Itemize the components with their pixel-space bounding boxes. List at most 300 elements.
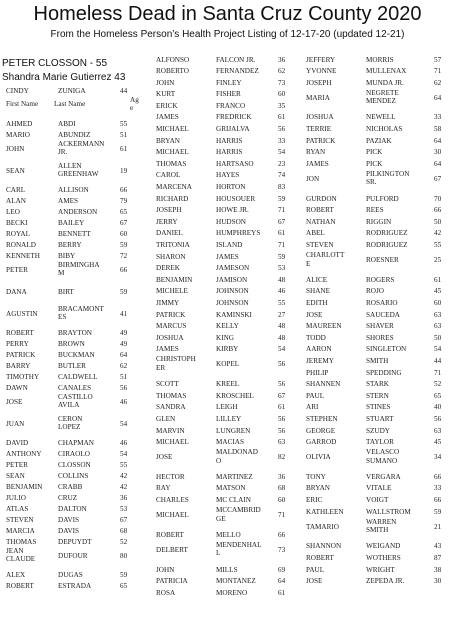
table-row [300, 54, 453, 66]
table-row [152, 170, 296, 182]
first-name-cell: ABEL [306, 229, 325, 238]
last-name-cell: VELASCO SUMANO [366, 448, 400, 465]
last-name-cell: ALLEN GREENHAW [58, 162, 99, 179]
table-row [152, 77, 296, 89]
last-name-cell: LUNGREN [216, 426, 251, 435]
table-row [2, 393, 148, 415]
table-row [2, 536, 148, 547]
table-row [300, 77, 453, 89]
table-row [152, 286, 296, 298]
age-cell: 71 [278, 206, 286, 215]
last-name-cell: MILLS [216, 565, 238, 574]
last-name-cell: ACKERMANN JR. [58, 140, 105, 157]
first-name-cell: RONALD [6, 240, 36, 249]
last-name-cell: MENDENHAL L [216, 540, 262, 558]
first-name-cell: JOSEPH [156, 206, 182, 215]
age-cell: 63 [434, 310, 442, 319]
table-row [2, 382, 148, 393]
first-name-cell: PAUL [306, 391, 325, 400]
age-cell: 64 [434, 93, 442, 102]
table-row [152, 321, 296, 333]
table-row [152, 541, 296, 564]
age-cell: 50 [434, 333, 442, 342]
age-cell: 73 [278, 78, 286, 87]
table-row [152, 448, 296, 471]
first-name-cell: TODD [306, 333, 326, 342]
table-row [2, 239, 148, 250]
first-name-cell: PATRICK [156, 310, 186, 319]
last-name-cell: MARTINEZ [216, 472, 253, 481]
last-name-cell: BAILEY [58, 218, 85, 227]
last-name-cell: BENNETT [58, 229, 91, 238]
first-name-cell: JOSEPH [306, 78, 332, 87]
last-name-cell: MALDONAD O [216, 448, 258, 465]
first-name-cell: STEPHEN [306, 414, 338, 423]
table-row [2, 580, 148, 591]
first-name-cell: JUAN [6, 420, 25, 428]
first-name-cell: BARRY [6, 361, 31, 370]
table-row [300, 367, 453, 379]
table-row [152, 564, 296, 576]
age-cell: 63 [434, 322, 442, 331]
table-row [300, 541, 453, 553]
last-name-cell: CERON LOPEZ [58, 415, 83, 432]
last-name-cell: BRAYTON [58, 328, 92, 337]
last-name-cell: MUNDA JR. [366, 78, 404, 87]
first-name-cell: ROBERT [6, 328, 34, 337]
first-name-cell: GEORGE [306, 426, 336, 435]
table-row [2, 206, 148, 217]
last-name-cell: MC CLAIN [216, 496, 251, 505]
first-name-cell: SHANNEN [306, 380, 341, 389]
table-row [2, 437, 148, 448]
last-name-cell: KAMINSKI [216, 310, 252, 319]
age-cell: 59 [278, 194, 286, 203]
age-cell: 21 [434, 522, 442, 531]
age-cell: 82 [278, 453, 286, 462]
table-row [152, 158, 296, 170]
first-name-cell: ALAN [6, 196, 26, 205]
first-name-cell: JERRY [156, 217, 178, 226]
age-cell: 44 [434, 356, 442, 365]
table-row [300, 147, 453, 159]
last-name-cell: RODRIGUEZ [366, 241, 408, 249]
last-name-cell: ROJO [366, 287, 384, 296]
first-name-cell: JEFFERY [306, 55, 336, 64]
first-name-cell: JOSE [306, 577, 323, 586]
age-cell: 60 [278, 90, 286, 99]
last-name-cell: MORRIS [366, 55, 394, 64]
last-name-cell: CHAPMAN [58, 438, 94, 447]
age-cell: 71 [434, 67, 442, 76]
first-name-cell: TRITONIA [156, 241, 190, 249]
last-name-cell: RIGGIN [366, 217, 392, 226]
names-column-1 [2, 85, 148, 591]
age-cell: 73 [278, 545, 286, 554]
age-cell: 56 [278, 125, 286, 134]
first-name-cell: PHILIP [306, 368, 329, 377]
first-name-cell: ROBERT [6, 581, 34, 590]
last-name-cell: HOWE JR. [216, 206, 249, 215]
age-cell: 59 [434, 507, 442, 516]
age-cell: 64 [120, 350, 128, 359]
last-name-cell: SZUDY [366, 426, 390, 435]
age-cell: 42 [120, 471, 128, 480]
last-name-cell: STERN [366, 391, 389, 400]
last-name-cell: WEIGAND [366, 542, 401, 551]
last-name-cell: DAVIS [58, 526, 80, 535]
last-name-cell: VERGARA [366, 472, 401, 481]
table-row [152, 495, 296, 507]
table-row [152, 413, 296, 425]
table-row [300, 553, 453, 565]
table-row [152, 332, 296, 344]
last-name-cell: PICK [366, 148, 383, 157]
age-cell: 41 [120, 310, 128, 318]
first-name-cell: CHARLES [156, 496, 189, 505]
first-name-cell: PETER [6, 460, 28, 469]
header-name-2: Shandra Marie Gutierrez 43 [2, 72, 126, 83]
first-name-cell: RAY [156, 484, 171, 493]
age-cell: 66 [434, 472, 442, 481]
age-cell: 30 [434, 577, 442, 586]
table-row [2, 371, 148, 382]
first-name-cell: STEVEN [6, 515, 34, 524]
age-cell: 64 [434, 159, 442, 168]
table-row [300, 309, 453, 321]
first-name-cell: JOHN [156, 565, 175, 574]
age-cell: 49 [120, 339, 128, 348]
table-row [152, 89, 296, 101]
age-cell: 19 [120, 167, 128, 175]
table-row [152, 112, 296, 124]
age-cell: 55 [278, 298, 286, 307]
first-name-cell: JAMES [156, 113, 179, 122]
table-row [300, 286, 453, 298]
first-name-cell: CHRISTOPH ER [156, 355, 196, 372]
table-row [300, 413, 453, 425]
age-cell: 55 [120, 119, 128, 128]
first-name-cell: ERIC [306, 496, 323, 505]
age-cell: 71 [278, 511, 286, 520]
last-name-cell: ESTRADA [58, 581, 92, 590]
table-row [152, 100, 296, 112]
age-cell: 60 [434, 298, 442, 307]
table-row [2, 261, 148, 283]
age-cell: 57 [434, 55, 442, 64]
first-name-cell: MICHAEL [156, 148, 189, 157]
first-name-cell: KATHLEEN [306, 507, 344, 516]
last-name-cell: FREDRICK [216, 113, 252, 122]
age-cell: 54 [120, 420, 128, 428]
age-cell: 30 [434, 148, 442, 157]
table-row [152, 124, 296, 136]
last-name-cell: VOIGT [366, 496, 389, 505]
last-name-cell: ABUNDIZ [58, 130, 91, 139]
last-name-cell: CASTILLO AVILA [58, 393, 93, 410]
last-name-cell: CIRAOLO [58, 449, 90, 458]
age-cell: 25 [434, 256, 442, 265]
first-name-cell: SCOTT [156, 380, 179, 389]
first-name-cell: JULIO [6, 493, 26, 502]
page-title: Homeless Dead in Santa Cruz County 2020 [33, 3, 422, 25]
table-row [2, 118, 148, 129]
table-row [300, 448, 453, 471]
age-cell: 54 [434, 345, 442, 354]
age-cell: 36 [120, 493, 128, 502]
age-cell: 38 [434, 565, 442, 574]
last-name-cell: ALLISON [58, 185, 89, 194]
table-row [2, 503, 148, 514]
last-name-cell: FERNANDEZ [216, 67, 259, 76]
first-name-cell: PERRY [6, 339, 29, 348]
last-name-cell: VITALE [366, 484, 392, 493]
last-name-cell: BRACAMONT ES [58, 305, 104, 322]
age-cell: 45 [434, 287, 442, 296]
last-name-cell: ZEPEDA JR. [366, 577, 405, 586]
table-row [152, 390, 296, 402]
last-name-cell: PICK [366, 159, 383, 168]
table-row [2, 85, 148, 96]
last-name-cell: GRIJALVA [216, 125, 250, 134]
age-cell: 53 [278, 264, 286, 273]
age-cell: 59 [120, 570, 128, 579]
age-cell: 58 [434, 125, 442, 134]
first-name-cell: MICHAEL [156, 511, 189, 520]
last-name-cell: WRIGHT [366, 565, 395, 574]
first-name-cell: ALICE [306, 275, 328, 284]
age-cell: 52 [434, 380, 442, 389]
first-name-cell: MARCUS [156, 322, 187, 331]
age-cell: 34 [434, 453, 442, 462]
age-cell: 51 [120, 372, 128, 381]
table-row [152, 587, 296, 599]
table-row [152, 297, 296, 309]
age-cell: 64 [434, 136, 442, 145]
last-name-cell: ROGERS [366, 275, 395, 284]
age-cell: 50 [434, 217, 442, 226]
age-cell: 40 [434, 403, 442, 412]
last-name-cell: KELLY [216, 322, 239, 331]
age-cell: 46 [120, 398, 128, 406]
age-cell: 56 [278, 426, 286, 435]
age-cell: 23 [278, 159, 286, 168]
last-name-cell: MCCAMBRID GE [216, 506, 261, 523]
first-name-cell: CINDY [6, 86, 29, 95]
age-cell: 33 [434, 484, 442, 493]
first-name-cell: JEAN CLAUDE [6, 547, 36, 564]
first-name-cell: SEAN [6, 471, 25, 480]
table-row [2, 283, 148, 305]
first-name-cell: MARIO [6, 130, 30, 139]
last-name-cell: STUART [366, 414, 394, 423]
age-cell: 60 [278, 496, 286, 505]
age-cell: 67 [278, 217, 286, 226]
first-name-cell: JEREMY [306, 356, 334, 365]
last-name-cell: SMITH [366, 356, 389, 365]
age-cell: 61 [120, 145, 128, 153]
age-cell: 51 [120, 130, 128, 139]
last-name-cell: KING [216, 333, 234, 342]
last-name-cell: HARRIS [216, 136, 243, 145]
last-name-cell: HARTSASO [216, 159, 254, 168]
first-name-cell: ROBERT [306, 554, 334, 563]
last-name-cell: SAUCEDA [366, 310, 400, 319]
first-name-cell: DANIEL [156, 229, 183, 238]
first-name-cell: SANDRA [156, 403, 186, 412]
names-column-3 [300, 54, 453, 587]
age-cell: 54 [278, 148, 286, 157]
first-name-cell: ROBERT [306, 206, 334, 215]
last-name-cell: JOHNSON [216, 298, 249, 307]
age-cell: 33 [434, 113, 442, 122]
age-cell: 62 [278, 67, 286, 76]
table-row [300, 379, 453, 391]
last-name-cell: HUMPHREYS [216, 229, 261, 238]
table-row [300, 437, 453, 449]
first-name-cell: SHARON [156, 252, 186, 261]
last-name-cell: WARREN SMITH [366, 517, 397, 535]
first-name-cell: THOMAS [6, 537, 37, 546]
last-name-cell: SHAVER [366, 322, 394, 331]
first-name-cell: TONY [306, 472, 326, 481]
age-cell: 65 [120, 581, 128, 590]
table-row [300, 251, 453, 274]
age-cell: 49 [120, 328, 128, 337]
first-name-cell: CHARLOTT E [306, 251, 345, 268]
table-row [300, 518, 453, 541]
first-name-cell: HECTOR [156, 472, 185, 481]
age-cell: 53 [120, 504, 128, 513]
names-column-2 [152, 54, 296, 599]
table-row [152, 483, 296, 495]
last-name-cell: HARRIS [216, 148, 243, 157]
table-row [152, 402, 296, 414]
last-name-cell: PILKINGTON SR. [366, 169, 410, 187]
first-name-cell: GLEN [156, 414, 176, 423]
age-cell: 59 [120, 288, 128, 296]
last-name-cell: DEPUYDT [58, 537, 92, 546]
last-name-cell: CRABB [58, 482, 83, 491]
table-row [300, 89, 453, 112]
last-name-cell: MATSON [216, 484, 246, 493]
first-name-cell: ARI [306, 403, 319, 412]
age-cell: 66 [278, 530, 286, 539]
last-name-cell: NEWELL [366, 113, 396, 122]
table-row [2, 250, 148, 261]
age-cell: 68 [278, 484, 286, 493]
first-name-cell: JIMMY [156, 298, 180, 307]
last-name-cell: NICHOLAS [366, 125, 403, 134]
last-name-cell: SINGLETON [366, 345, 407, 354]
first-name-cell: ATLAS [6, 504, 29, 513]
table-row [300, 124, 453, 136]
first-name-cell: ALFONSO [156, 55, 190, 64]
last-name-cell: JAMESON [216, 264, 250, 273]
first-name-cell: GURDON [306, 194, 337, 203]
last-name-cell: LILLEY [216, 414, 242, 423]
first-name-cell: DELBERT [156, 545, 188, 554]
first-name-header: First Name [6, 100, 39, 108]
age-cell: 79 [120, 196, 128, 205]
last-name-cell: REES [366, 206, 384, 215]
table-row [300, 193, 453, 205]
first-name-cell: GARROD [306, 438, 337, 447]
age-cell: 71 [434, 368, 442, 377]
table-row [300, 170, 453, 193]
age-cell: 52 [120, 537, 128, 546]
age-cell: 66 [120, 185, 128, 194]
table-row [152, 251, 296, 263]
last-name-cell: PAZIAK [366, 136, 392, 145]
table-row [2, 415, 148, 437]
first-name-cell: MARCENA [156, 183, 192, 192]
table-row [300, 205, 453, 217]
first-name-cell: CARL [6, 185, 26, 194]
first-name-cell: JOHN [6, 145, 25, 153]
first-name-cell: JAMES [156, 345, 179, 354]
last-name-cell: SPEDDING [366, 368, 402, 377]
table-row [2, 448, 148, 459]
first-name-cell: PATRICK [306, 136, 336, 145]
age-cell: 46 [278, 287, 286, 296]
age-cell: 48 [278, 333, 286, 342]
first-name-cell: AHMED [6, 119, 33, 128]
age-cell: 63 [278, 438, 286, 447]
table-row [152, 182, 296, 194]
table-row [300, 228, 453, 240]
last-name-cell: BUCKMAN [58, 350, 95, 359]
last-name-cell: BUTLER [58, 361, 86, 370]
table-row [300, 332, 453, 344]
age-cell: 56 [278, 414, 286, 423]
first-name-cell: PETER [6, 266, 28, 274]
first-name-cell: PATRICIA [156, 577, 188, 586]
age-cell: 61 [278, 588, 286, 597]
age-cell: 70 [434, 194, 442, 203]
first-name-cell: THOMAS [156, 391, 187, 400]
age-cell: 36 [278, 472, 286, 481]
age-cell: 67 [120, 218, 128, 227]
last-name-cell: STINES [366, 403, 391, 412]
first-name-cell: PATRICK [6, 350, 36, 359]
last-name-cell: CLOSSON [58, 460, 91, 469]
table-row [152, 274, 296, 286]
age-cell: 83 [278, 183, 286, 192]
first-name-cell: AARON [306, 345, 332, 354]
last-name-cell: KREEL [216, 380, 240, 389]
first-name-cell: EDITH [306, 298, 328, 307]
first-name-cell: TAMARIO [306, 522, 339, 531]
table-row [152, 193, 296, 205]
first-name-cell: SEAN [6, 167, 25, 175]
last-name-cell: DUFOUR [58, 552, 88, 560]
first-name-cell: MICHAEL [156, 125, 189, 134]
last-name-cell: MULLENAX [366, 67, 407, 76]
last-name-cell: DUGAS [58, 570, 83, 579]
table-row [2, 129, 148, 140]
first-name-cell: JAMES [306, 159, 329, 168]
age-cell: 44 [120, 86, 128, 95]
table-row [300, 425, 453, 437]
age-cell: 87 [434, 554, 442, 563]
last-name-cell: BERRY [58, 240, 82, 249]
age-cell: 54 [120, 449, 128, 458]
first-name-cell: ERICK [156, 101, 178, 110]
age-cell: 54 [278, 345, 286, 354]
header-name-1: PETER CLOSSON - 55 [2, 58, 108, 69]
age-cell: 56 [120, 383, 128, 392]
